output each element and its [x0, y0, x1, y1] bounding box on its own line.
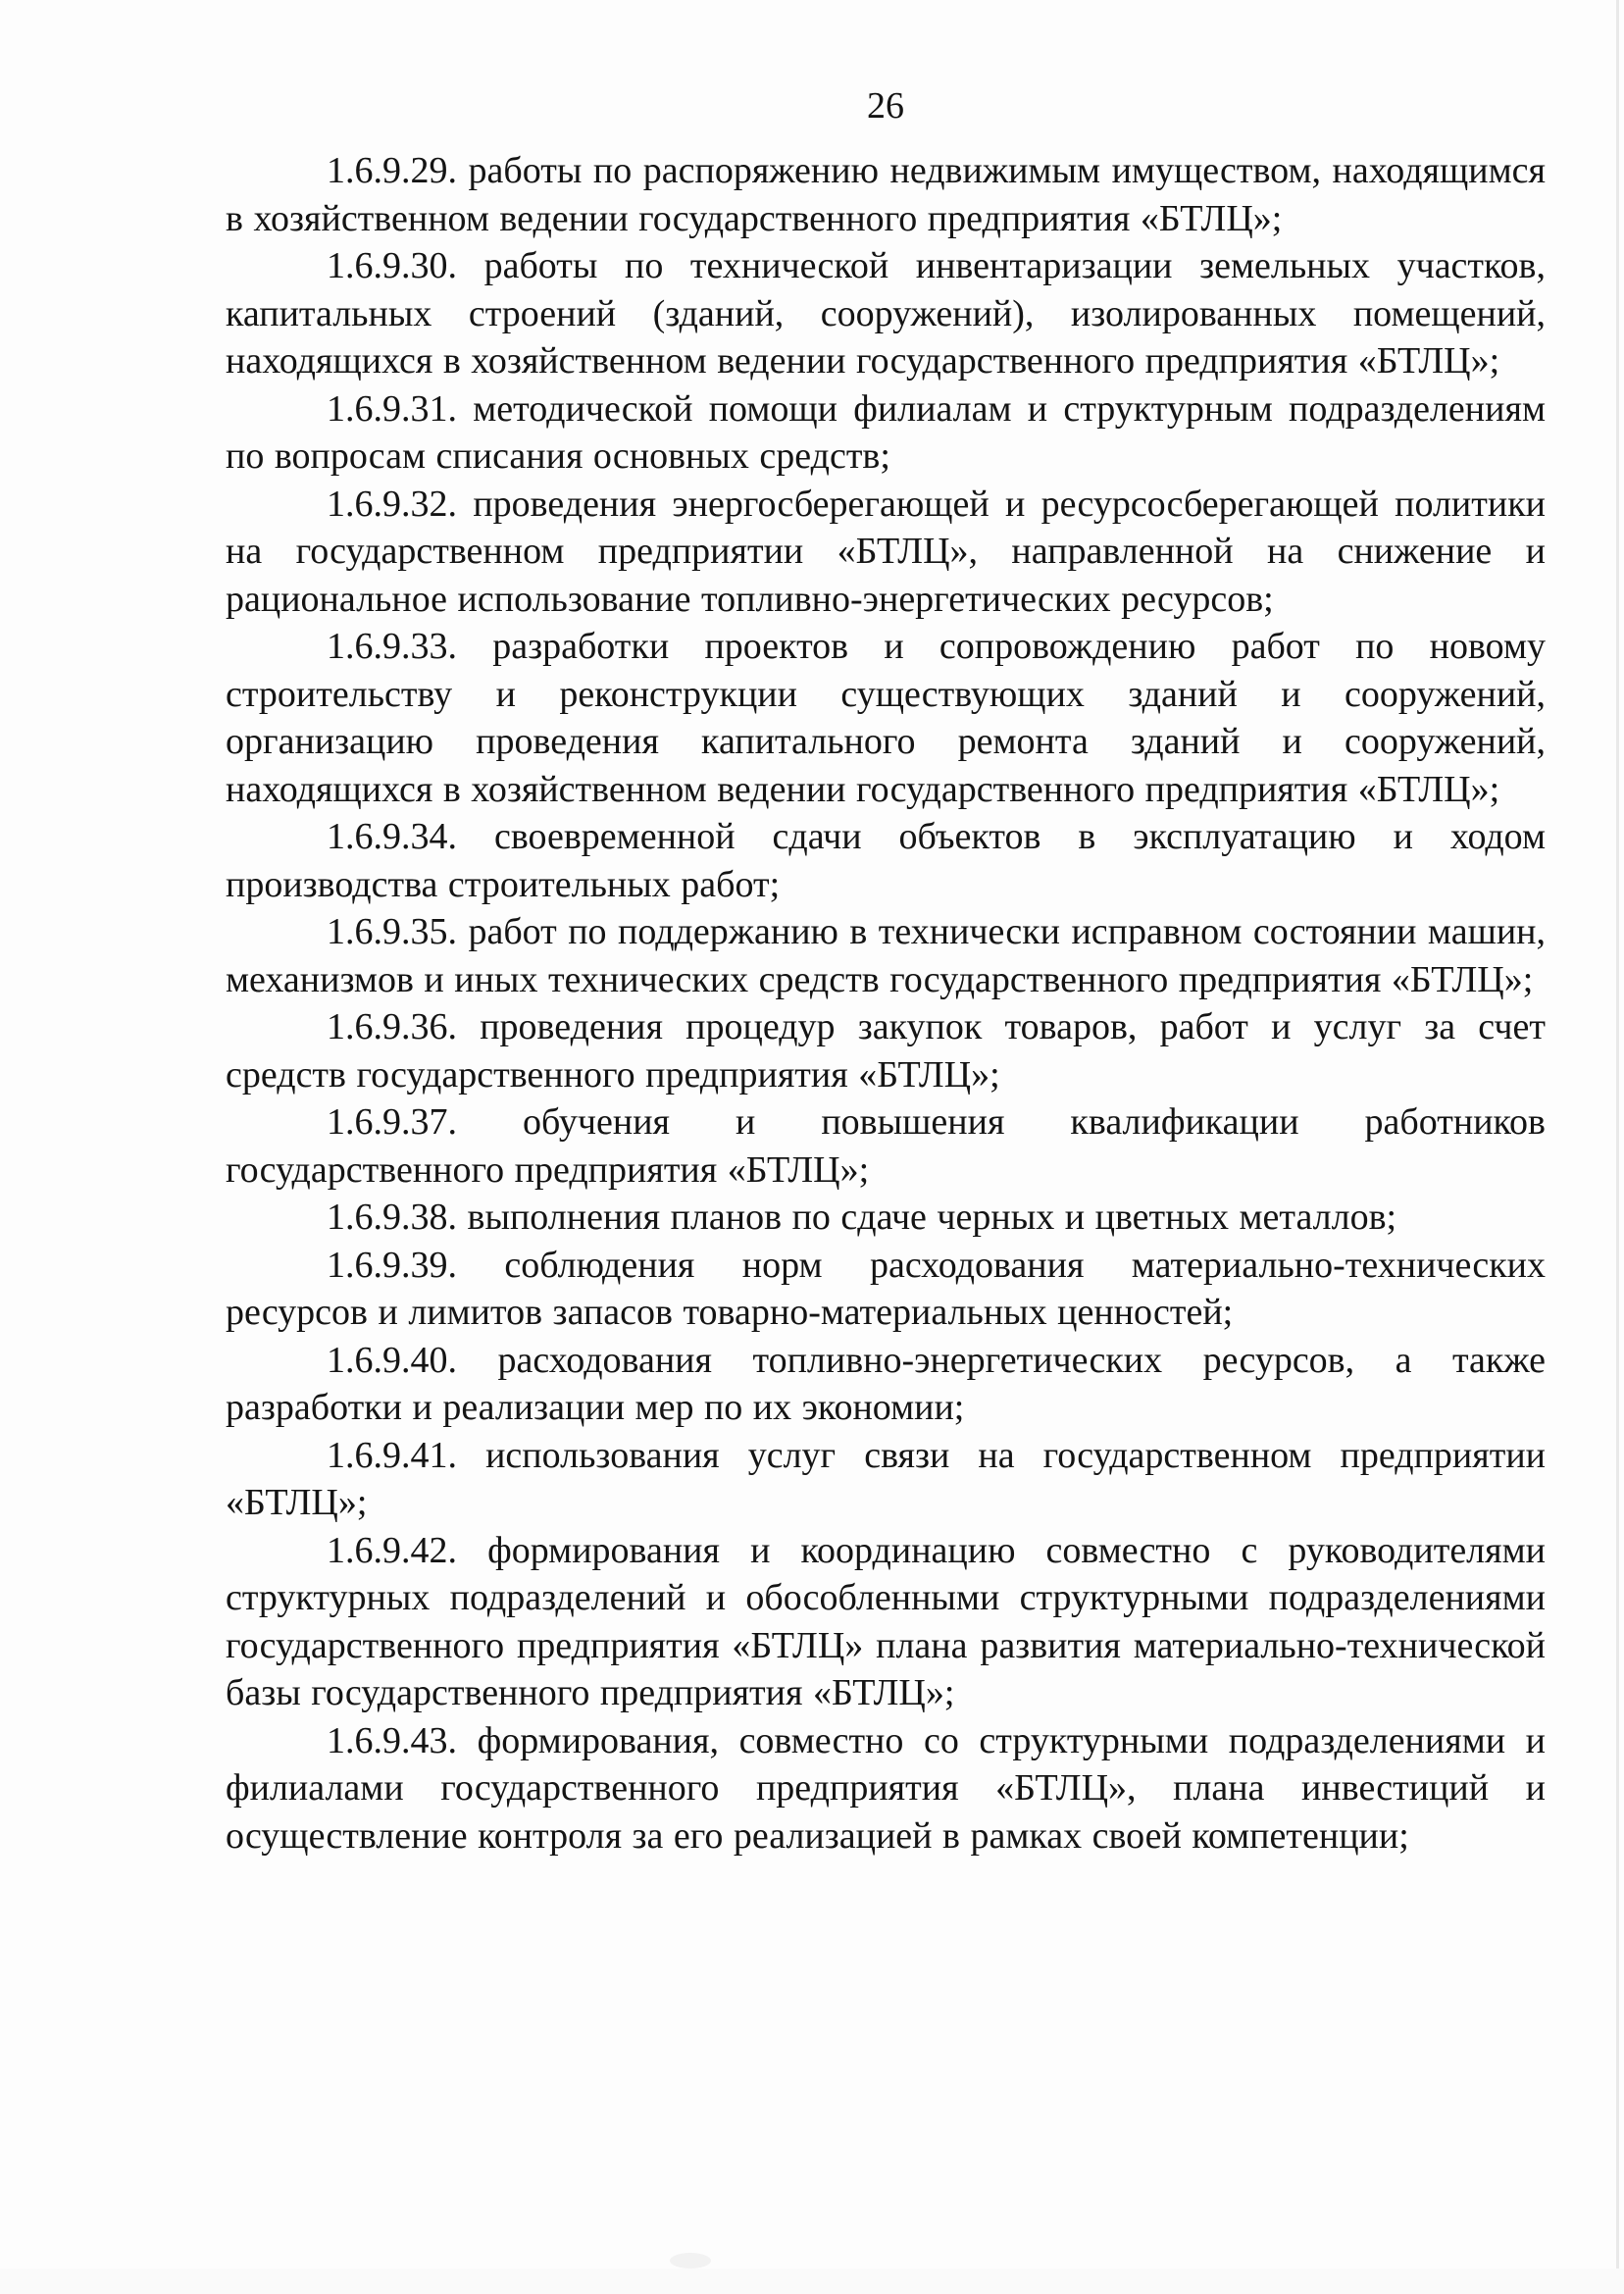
clause-number: 1.6.9.42. — [327, 1529, 457, 1571]
clause-number: 1.6.9.41. — [327, 1434, 457, 1476]
page-number: 26 — [867, 85, 904, 127]
clause-number: 1.6.9.31. — [327, 387, 457, 430]
clause-text: работ по поддержанию в технически исправном состоянии машин, механизмов и иных технических средств государственного предприятия «БТЛЦ»; — [226, 911, 1546, 1000]
clause-paragraph — [226, 385, 1546, 481]
clause-paragraph — [226, 1194, 1546, 1242]
clause-paragraph — [226, 147, 1546, 242]
clause-paragraph — [226, 813, 1546, 908]
clause-paragraph — [226, 1337, 1546, 1432]
clause-text: проведения процедур закупок товаров, работ и услуг за счет средств государственного предприятия «БТЛЦ»; — [226, 1006, 1546, 1096]
scan-smudge-artifact — [670, 2253, 711, 2269]
clause-text: методической помощи филиалам и структурным подразделениям по вопросам списания основных средств; — [226, 387, 1546, 477]
clause-text: использования услуг связи на государственном предприятии «БТЛЦ»; — [226, 1434, 1547, 1523]
clause-text: соблюдения норм расходования материально-технических ресурсов и лимитов запасов товарно-материальных ценностей; — [226, 1244, 1546, 1333]
clause-text: работы по распоряжению недвижимым имуществом, находящимся в хозяйственном ведении государственного предприятия «БТЛЦ»; — [226, 150, 1546, 239]
clause-number: 1.6.9.34. — [327, 816, 457, 857]
clause-text: работы по технической инвентаризации земельных участков, капитальных строений (зданий, сооружений), изолированных помещений, находящихся в хозяйственном ведении государственного предприятия «БТЛЦ»; — [226, 245, 1547, 382]
clause-number: 1.6.9.29. — [327, 150, 457, 191]
clause-paragraph — [226, 623, 1546, 813]
clause-paragraph — [226, 242, 1546, 385]
clause-text: своевременной сдачи объектов в эксплуатацию и ходом производства строительных работ; — [226, 816, 1547, 905]
scan-bottom-shading — [0, 2269, 1624, 2294]
clause-text: проведения энергосберегающей и ресурсосберегающей политики на государственном предприятии «БТЛЦ», направленной на снижение и рациональное использование топливно-энергетических ресурсов; — [226, 483, 1547, 620]
clause-text: формирования, совместно со структурными подразделениями и филиалами государственного предприятия «БТЛЦ», плана инвестиций и осуществление контроля за его реализацией в рамках своей компетенции; — [226, 1719, 1547, 1857]
clause-paragraph — [226, 1717, 1546, 1861]
clause-paragraph — [226, 1098, 1546, 1194]
clause-number: 1.6.9.32. — [327, 483, 457, 525]
clause-number: 1.6.9.33. — [327, 626, 457, 667]
document-body — [226, 147, 1546, 1860]
clause-number: 1.6.9.38. — [327, 1197, 457, 1238]
clause-paragraph — [226, 481, 1546, 624]
clause-text: выполнения планов по сдаче черных и цветных металлов; — [467, 1197, 1397, 1238]
clause-number: 1.6.9.30. — [327, 245, 457, 286]
clause-text: расходования топливно-энергетических ресурсов, а также разработки и реализации мер по их экономии; — [226, 1339, 1546, 1428]
clause-text: обучения и повышения квалификации работников государственного предприятия «БТЛЦ»; — [226, 1101, 1546, 1191]
clause-paragraph — [226, 1527, 1546, 1717]
clause-number: 1.6.9.43. — [327, 1719, 457, 1761]
clause-paragraph — [226, 1003, 1546, 1098]
scan-edge-artifact — [1616, 0, 1619, 2294]
clause-number: 1.6.9.40. — [327, 1339, 457, 1381]
clause-number: 1.6.9.35. — [327, 911, 457, 952]
clause-paragraph — [226, 908, 1546, 1003]
clause-number: 1.6.9.39. — [327, 1244, 457, 1286]
clause-number: 1.6.9.37. — [327, 1101, 457, 1143]
clause-number: 1.6.9.36. — [327, 1006, 457, 1047]
clause-paragraph — [226, 1242, 1546, 1337]
clause-text: формирования и координацию совместно с руководителями структурных подразделений и обособленными структурными подразделениями государственного предприятия «БТЛЦ» плана развития материально-технической базы государственного предприятия «БТЛЦ»; — [226, 1529, 1547, 1713]
clause-text: разработки проектов и сопровождению работ по новому строительству и реконструкции существующих зданий и сооружений, организацию проведения капитального ремонта зданий и сооружений, находящихся в хозяйственном ведении государственного предприятия «БТЛЦ»; — [226, 626, 1547, 810]
clause-paragraph — [226, 1432, 1546, 1527]
